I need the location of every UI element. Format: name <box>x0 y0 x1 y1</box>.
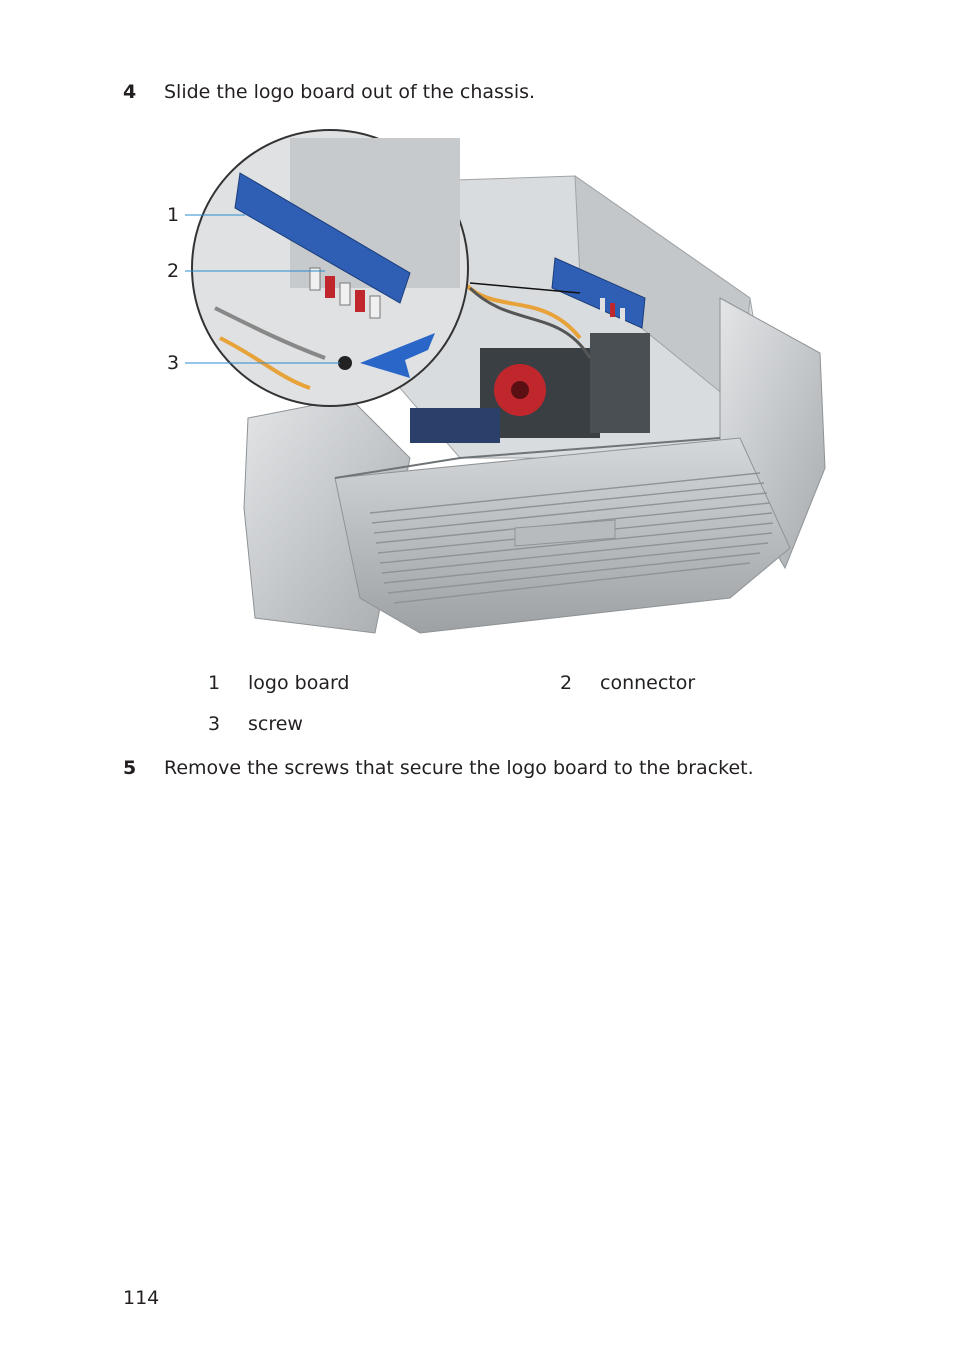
legend-number: 1 <box>208 672 221 694</box>
page-number: 114 <box>123 1287 160 1309</box>
callout-2: 2 <box>167 260 180 282</box>
step-text: Remove the screws that secure the logo board to the bracket. <box>164 757 754 779</box>
legend-number: 3 <box>208 713 221 735</box>
callout-1: 1 <box>167 204 180 226</box>
legend-number: 2 <box>560 672 573 694</box>
logo-board-illustration <box>160 128 840 648</box>
step-number: 5 <box>123 757 137 779</box>
legend-label: logo board <box>248 672 350 694</box>
legend-label: connector <box>600 672 696 694</box>
screw <box>338 356 352 370</box>
legend-label: screw <box>248 713 303 735</box>
step-number: 4 <box>123 81 137 103</box>
callout-3: 3 <box>167 352 180 374</box>
zoom-inset <box>192 130 468 406</box>
step-text: Slide the logo board out of the chassis. <box>164 81 536 103</box>
chassis-drawing <box>160 128 840 648</box>
